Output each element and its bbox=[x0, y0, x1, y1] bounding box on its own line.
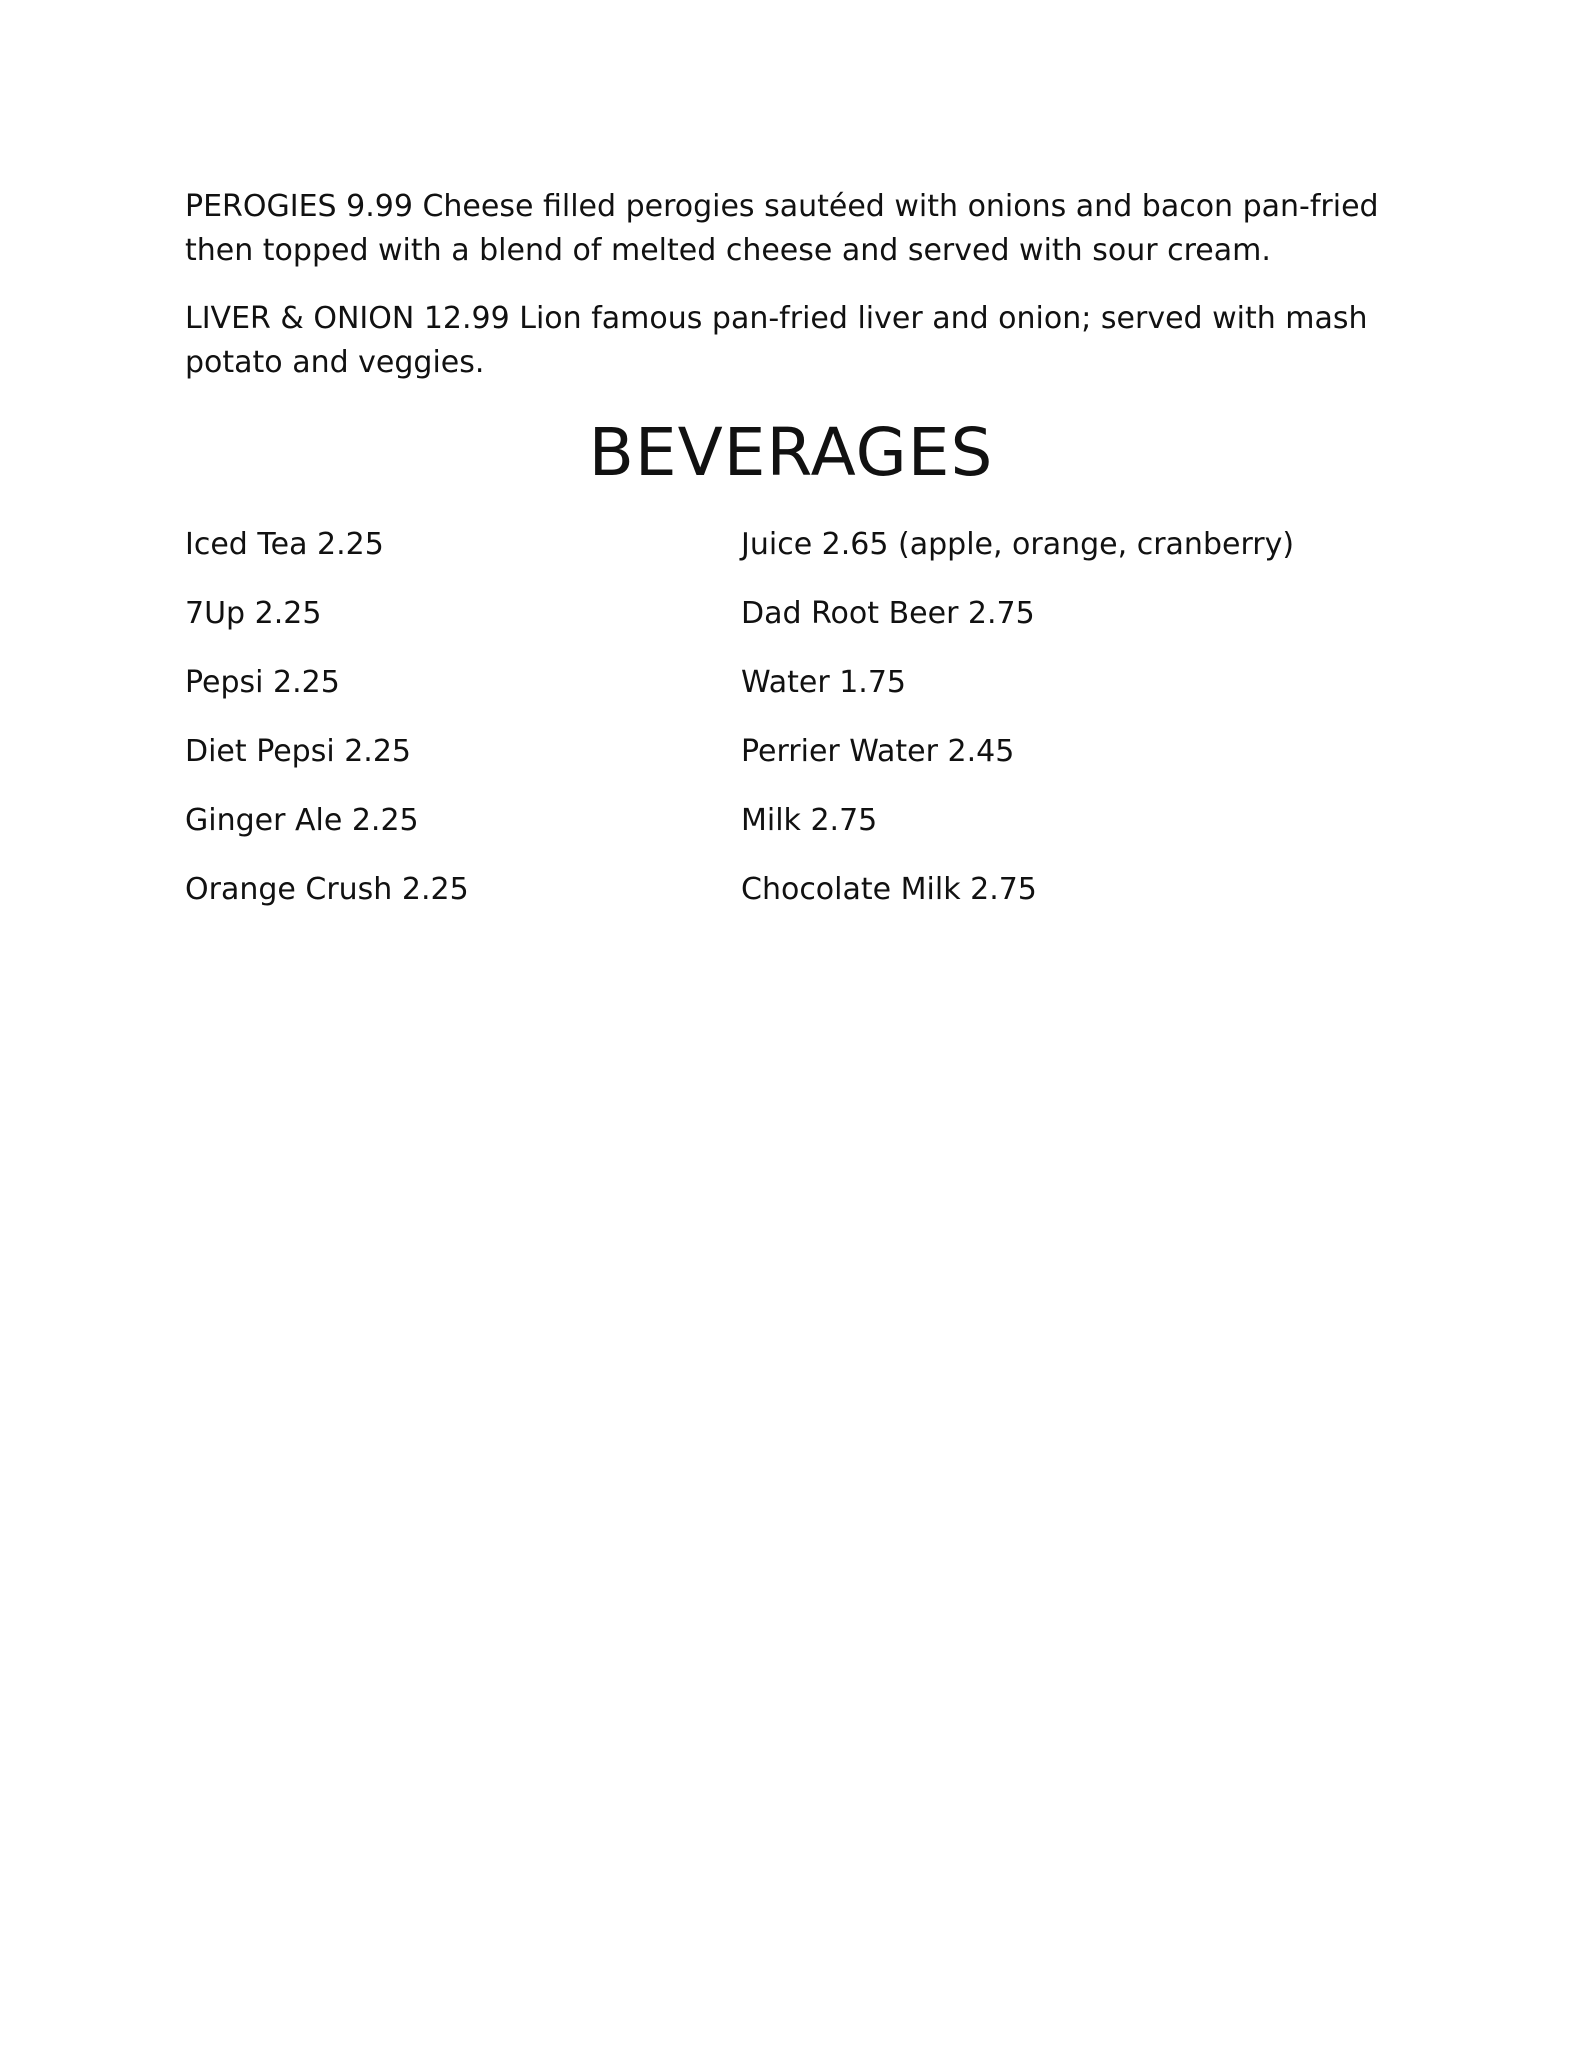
beverage-item: Diet Pepsi 2.25 bbox=[185, 734, 412, 769]
beverages-right-column bbox=[741, 523, 1361, 937]
beverage-item: Iced Tea 2.25 bbox=[185, 527, 384, 562]
menu-items bbox=[185, 185, 1415, 409]
beverage-item: Juice 2.65 (apple, orange, cranberry) bbox=[741, 527, 1295, 562]
beverage-item: Dad Root Beer 2.75 bbox=[741, 596, 1035, 631]
beverage-item: Pepsi 2.25 bbox=[185, 665, 340, 700]
menu-item-perogies: PEROGIES 9.99 Cheese filled perogies sautéed with onions and bacon pan-fried then topped with a blend of melted cheese and served with sour cream. bbox=[185, 189, 1379, 268]
beverage-item: 7Up 2.25 bbox=[185, 596, 322, 631]
beverages-left-column bbox=[185, 523, 805, 937]
beverage-item: Ginger Ale 2.25 bbox=[185, 803, 419, 838]
beverages-title: BEVERAGES bbox=[588, 414, 994, 491]
beverage-item: Chocolate Milk 2.75 bbox=[741, 872, 1037, 907]
beverage-item: Orange Crush 2.25 bbox=[185, 872, 469, 907]
beverage-item: Water 1.75 bbox=[741, 665, 907, 700]
beverage-item: Perrier Water 2.45 bbox=[741, 734, 1015, 769]
beverage-item: Milk 2.75 bbox=[741, 803, 878, 838]
menu-item-liver-onion: LIVER & ONION 12.99 Lion famous pan-fried liver and onion; served with mash potato and veggies. bbox=[185, 301, 1368, 380]
